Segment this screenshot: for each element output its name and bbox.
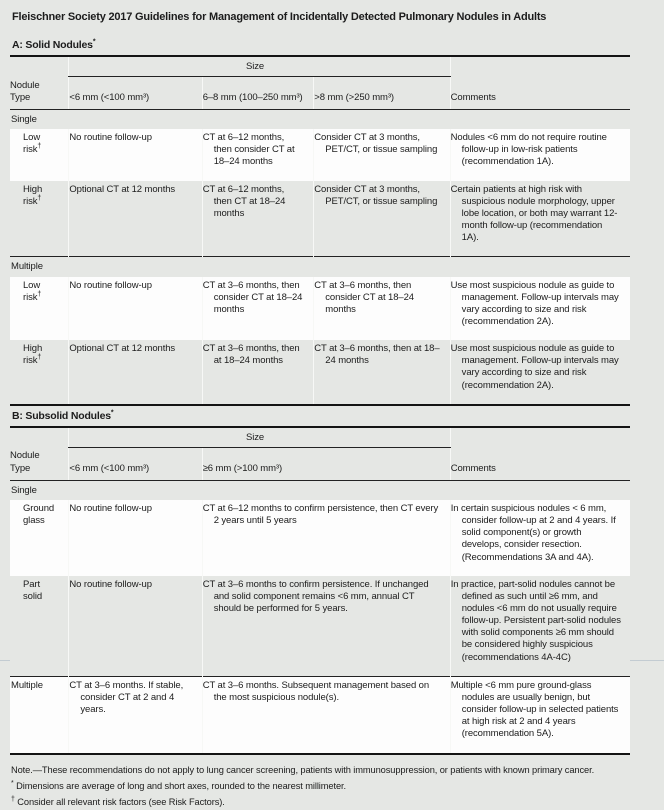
- size-group-header: Size: [69, 428, 450, 448]
- column-header-nodule-type: Nodule Type: [10, 77, 69, 110]
- recommendation-cell: No routine follow-up: [69, 500, 202, 576]
- table-title: Fleischner Society 2017 Guidelines for Management of Incidentally Detected Pulmonary Nodules in Adults: [12, 11, 547, 23]
- comments-cell: Nodules <6 mm do not require routine follow-up in low-risk patients (recommendation 1A).: [450, 129, 630, 180]
- recommendation-cell: Consider CT at 3 months, PET/CT, or tissue sampling: [314, 181, 450, 257]
- table-row: [10, 500, 630, 576]
- recommendation-cell: CT at 3–6 months, then at 18–24 months: [202, 340, 314, 404]
- recommendation-cell: CT at 3–6 months. Subsequent management based on the most suspicious nodule(s).: [202, 676, 450, 752]
- footnote-marker: *: [11, 779, 14, 787]
- recommendation-cell: Optional CT at 12 months: [69, 340, 202, 404]
- column-header-size-mid: 6–8 mm (100–250 mm³): [202, 77, 314, 110]
- group-label-row: [10, 480, 630, 500]
- recommendation-cell: CT at 6–12 months, then CT at 18–24 months: [202, 181, 314, 257]
- group-label-row: [10, 257, 630, 277]
- risk-footnote-marker: †: [37, 143, 42, 151]
- subsolid-nodules-table: [10, 428, 630, 753]
- nodule-type-cell: Low risk†: [10, 277, 69, 341]
- footnote-dagger: † Consider all relevant risk factors (see Risk Factors).: [11, 795, 225, 807]
- group-label: Multiple: [10, 257, 630, 277]
- recommendation-cell: CT at 3–6 months to confirm persistence. If unchanged and solid component remains <6 mm, annual CT should be performed for 5 years.: [202, 576, 450, 677]
- column-header-size-large: >8 mm (>250 mm³): [314, 77, 450, 110]
- comments-cell: Multiple <6 mm pure ground-glass nodules are usually benign, but consider follow-up in selected patients at high risk at 2 and 4 years (recommendation 5A).: [450, 676, 630, 752]
- column-header-comments: Comments: [450, 447, 630, 480]
- table-footnotes: [10, 753, 630, 810]
- comments-cell: In certain suspicious nodules < 6 mm, consider follow-up at 2 and 4 years. If solid component(s) or growth develops, consider resection. (Recommendations 3A and 4A).: [450, 500, 630, 576]
- nodule-type-cell: Low risk†: [10, 129, 69, 180]
- table-row: [10, 676, 630, 752]
- recommendation-cell: No routine follow-up: [69, 576, 202, 677]
- nodule-type-cell: High risk†: [10, 340, 69, 404]
- table-row: [10, 576, 630, 677]
- nodule-type-cell: High risk†: [10, 181, 69, 257]
- comments-cell: Certain patients at high risk with suspicious nodule morphology, upper lobe location, or both may warrant 12-month follow-up (recommendation 1A).: [450, 181, 630, 257]
- section-a-heading: [10, 36, 630, 57]
- recommendation-cell: CT at 6–12 months to confirm persistence, then CT every 2 years until 5 years: [202, 500, 450, 576]
- column-header-size-large: ≥6 mm (>100 mm³): [202, 447, 450, 480]
- group-label-row: [10, 109, 630, 129]
- risk-footnote-marker: †: [37, 354, 42, 362]
- column-header-size-small: <6 mm (<100 mm³): [69, 77, 202, 110]
- risk-footnote-marker: †: [37, 194, 42, 202]
- section-a-heading-footnote-marker: *: [92, 38, 96, 46]
- table-row: [10, 181, 630, 257]
- solid-nodules-table: [10, 57, 630, 404]
- comments-cell: Use most suspicious nodule as guide to management. Follow-up intervals may vary according to size and risk (recommendation 2A).: [450, 340, 630, 404]
- recommendation-cell: No routine follow-up: [69, 277, 202, 341]
- section-a-heading-text: A: Solid Nodules: [12, 39, 93, 51]
- table-row: [10, 340, 630, 404]
- footnote-note: Note.—These recommendations do not apply to lung cancer screening, patients with immunosuppression, or patients with known primary cancer.: [11, 764, 595, 775]
- comments-cell: Use most suspicious nodule as guide to management. Follow-up intervals may vary according to size and risk (recommendation 2A).: [450, 277, 630, 341]
- section-b-heading-text: B: Subsolid Nodules: [12, 409, 111, 422]
- recommendation-cell: Optional CT at 12 months: [69, 181, 202, 257]
- table-row: [10, 129, 630, 180]
- section-b-heading-footnote-marker: *: [110, 409, 114, 417]
- footnote-marker: †: [11, 795, 15, 803]
- nodule-type-cell: Multiple: [10, 676, 69, 752]
- size-spanner-row: [10, 57, 630, 77]
- recommendation-cell: Consider CT at 3 months, PET/CT, or tissue sampling: [314, 129, 450, 180]
- recommendation-cell: CT at 3–6 months, then consider CT at 18–24 months: [314, 277, 450, 341]
- column-header-row: [10, 77, 630, 110]
- section-b-heading: [10, 404, 630, 428]
- column-header-row: [10, 447, 630, 480]
- nodule-type-cell: Ground glass: [10, 500, 69, 576]
- recommendation-cell: CT at 6–12 months, then consider CT at 18–24 months: [202, 129, 314, 180]
- size-spanner-row: [10, 428, 630, 448]
- risk-footnote-marker: †: [37, 290, 42, 298]
- nodule-type-cell: Part solid: [10, 576, 69, 677]
- recommendation-cell: CT at 3–6 months, then consider CT at 18–24 months: [202, 277, 314, 341]
- size-group-header: Size: [69, 57, 450, 77]
- column-header-size-small: <6 mm (<100 mm³): [69, 447, 202, 480]
- column-header-nodule-type: Nodule Type: [10, 447, 69, 480]
- group-label: Single: [11, 484, 37, 496]
- recommendation-cell: No routine follow-up: [69, 129, 202, 180]
- group-label: Single: [11, 113, 37, 125]
- table-row: [10, 277, 630, 341]
- comments-cell: In practice, part-solid nodules cannot be defined as such until ≥6 mm, and nodules <6 mm do not usually require follow-up. Persistent part-solid nodules with solid components ≥6 mm should be considered highly suspicious (recommendations 4A-4C): [450, 576, 630, 677]
- column-header-comments: Comments: [450, 77, 630, 110]
- footnote-asterisk: * Dimensions are average of long and short axes, rounded to the nearest millimeter.: [11, 779, 346, 791]
- recommendation-cell: CT at 3–6 months, then at 18–24 months: [314, 340, 450, 404]
- recommendation-cell: CT at 3–6 months. If stable, consider CT at 2 and 4 years.: [69, 676, 202, 752]
